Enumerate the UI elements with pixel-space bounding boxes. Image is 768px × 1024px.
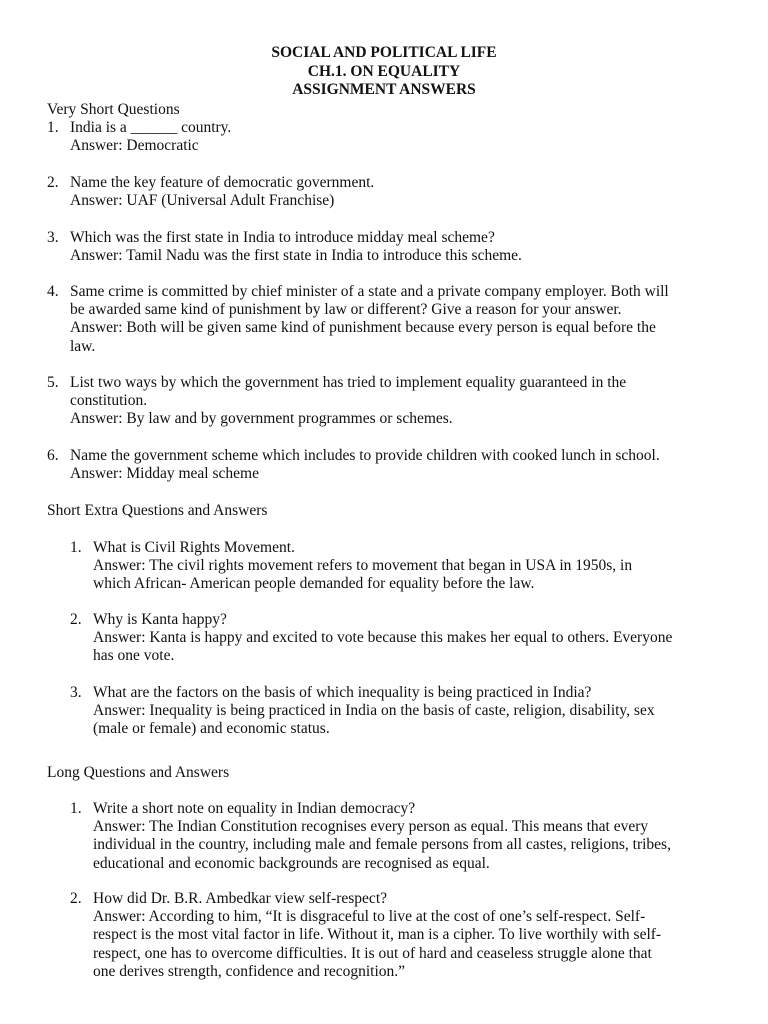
question-text: How did Dr. B.R. Ambedkar view self-respect? [93,890,388,907]
answer-text: Answer: By law and by government programmes or schemes. [70,410,453,428]
answer-text-line-2: law. [70,337,96,355]
question-number: 2. [70,890,82,907]
answer-text: Answer: Democratic [70,137,199,155]
answer-text-line-4: one derives strength, confidence and recognition.” [93,962,406,980]
question-number: 1. [47,119,59,136]
answer-text-line-2: (male or female) and economic status. [93,720,330,738]
answer-text-line-1: Answer: Both will be given same kind of punishment because every person is equal before the [70,319,656,337]
question-text: Why is Kanta happy? [93,611,227,628]
answer-text: Answer: Midday meal scheme [70,465,259,483]
question-text: Which was the first state in India to introduce midday meal scheme? [70,229,495,246]
vs-question-4 [47,283,727,356]
long-question-2 [70,890,750,981]
answer-text-line-1: Answer: The civil rights movement refers to movement that began in USA in 1950s, in [93,557,633,575]
answer-text-line-1: Answer: The Indian Constitution recognises every person as equal. This means that every [93,818,649,836]
assignment-title: ASSIGNMENT ANSWERS [292,81,476,98]
question-number: 3. [47,229,59,246]
question-text-line-1: Same crime is committed by chief minister of a state and a private company employer. Both will [70,283,669,300]
answer-text-line-2: individual in the country, including male and female persons from all castes, religions, tribes, [93,836,671,854]
se-question-3 [70,684,750,739]
question-text-line-1: List two ways by which the government has tried to implement equality guaranteed in the [70,374,627,391]
question-text: What is Civil Rights Movement. [93,539,295,556]
answer-text-line-2: has one vote. [93,647,175,665]
question-number: 6. [47,447,59,464]
chapter-title: CH.1. ON EQUALITY [307,62,461,80]
answer-text: Answer: Tamil Nadu was the first state in India to introduce this scheme. [70,247,522,265]
answer-text-line-1: Answer: Kanta is happy and excited to vote because this makes her equal to others. Everyone [93,629,673,647]
se-question-1 [70,539,750,594]
answer-text: Answer: UAF (Universal Adult Franchise) [70,192,335,210]
question-text: Name the key feature of democratic government. [70,174,375,191]
subject-title: SOCIAL AND POLITICAL LIFE [271,44,497,61]
vs-question-6 [47,447,727,483]
long-question-1 [70,800,750,873]
question-text-line-2: be awarded same kind of punishment by law or different? Give a reason for your answer. [70,301,622,319]
question-number: 2. [47,174,59,191]
question-number: 1. [70,539,82,556]
question-text: India is a ______ country. [70,119,232,136]
answer-text-line-1: Answer: According to him, “It is disgraceful to live at the cost of one’s self-respect. Self- [93,908,646,926]
vs-question-1 [47,119,727,155]
answer-text-line-2: respect is the most vital factor in life. Without it, man is a cipher. To live worthily with self- [93,926,662,944]
question-number: 5. [47,374,59,391]
question-text: Write a short note on equality in Indian democracy? [93,800,416,817]
question-number: 1. [70,800,82,817]
answer-text-line-3: respect, one has to overcome difficulties. It is out of hard and ceaseless struggle alone that [93,944,652,962]
question-text: Name the government scheme which includes to provide children with cooked lunch in school. [70,447,660,464]
vs-question-2 [47,174,727,210]
document-header [0,44,768,100]
section-heading-long: Long Questions and Answers [47,764,230,781]
question-number: 4. [47,283,59,300]
question-number: 2. [70,611,82,628]
vs-question-3 [47,229,727,265]
answer-text-line-3: educational and economic backgrounds are recognised as equal. [93,854,490,872]
vs-question-5 [47,374,727,429]
question-text-line-2: constitution. [70,392,148,410]
se-question-2 [70,611,750,666]
question-number: 3. [70,684,82,701]
section-heading-very-short: Very Short Questions [47,101,180,118]
answer-text-line-2: which African- American people demanded for equality before the law. [93,575,535,593]
section-heading-short-extra: Short Extra Questions and Answers [47,502,268,519]
answer-text-line-1: Answer: Inequality is being practiced in India on the basis of caste, religion, disability, sex [93,702,655,720]
question-text: What are the factors on the basis of which inequality is being practiced in India? [93,684,592,701]
